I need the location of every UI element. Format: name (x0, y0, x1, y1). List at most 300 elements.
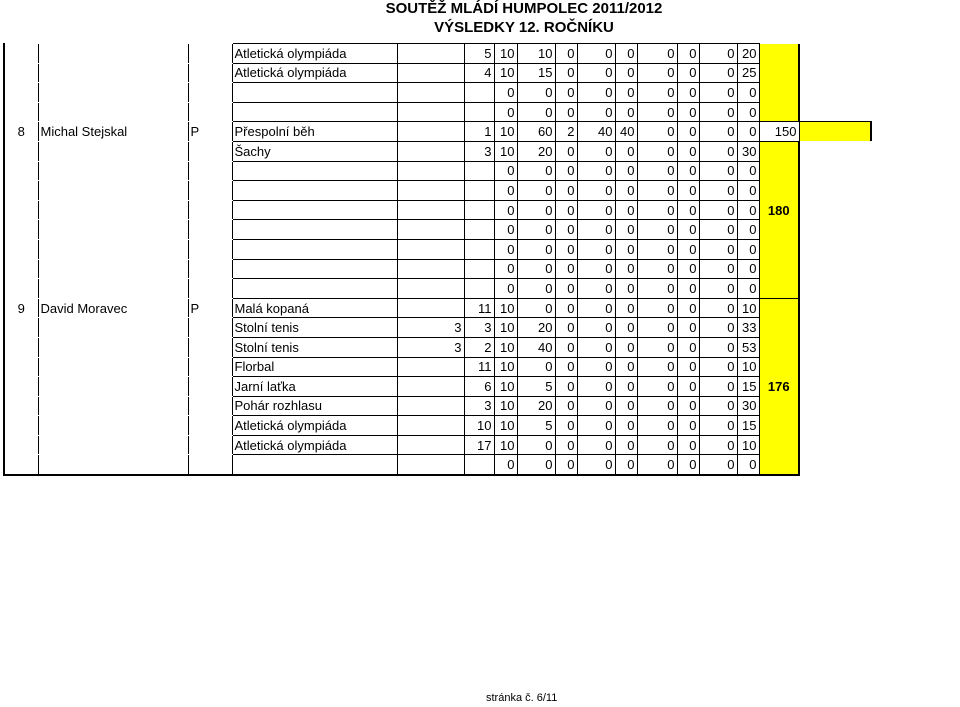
table-row (4, 161, 871, 181)
score-cell: 0 (699, 181, 737, 201)
competitor-category (188, 318, 232, 338)
total-cell (759, 455, 799, 475)
score-cell: 0 (699, 102, 737, 122)
competitor-category (188, 279, 232, 299)
competitor-name (38, 416, 188, 436)
score-cell: 0 (577, 83, 615, 103)
activity-team (397, 377, 464, 397)
total-cell (759, 141, 799, 161)
score-cell: 33 (737, 318, 759, 338)
total-cell (759, 239, 799, 259)
table-row (4, 318, 871, 338)
score-cell: 4 (464, 63, 494, 83)
competitor-number (4, 279, 38, 299)
score-cell: 0 (615, 141, 637, 161)
score-cell: 5 (517, 377, 555, 397)
score-cell: 0 (577, 455, 615, 475)
score-cell: 0 (699, 239, 737, 259)
table-row (4, 122, 871, 142)
score-cell: 0 (555, 83, 577, 103)
competitor-name (38, 318, 188, 338)
score-cell: 0 (577, 102, 615, 122)
score-cell: 0 (737, 83, 759, 103)
score-cell: 0 (577, 279, 615, 299)
score-cell: 0 (577, 161, 615, 181)
score-cell (464, 239, 494, 259)
page-number: stránka č. 6/11 (486, 692, 558, 704)
activity-name (232, 102, 397, 122)
score-cell: 20 (517, 141, 555, 161)
competitor-number (4, 357, 38, 377)
score-cell: 2 (464, 337, 494, 357)
score-cell: 0 (637, 337, 677, 357)
activity-team (397, 44, 464, 64)
score-cell: 0 (555, 396, 577, 416)
competitor-number (4, 455, 38, 475)
score-cell: 0 (615, 181, 637, 201)
activity-name: Pohár rozhlasu (232, 396, 397, 416)
score-cell: 0 (677, 279, 699, 299)
score-cell: 3 (464, 318, 494, 338)
score-cell: 10 (494, 63, 517, 83)
competitor-number (4, 416, 38, 436)
score-cell: 0 (699, 318, 737, 338)
competitor-number (4, 259, 38, 279)
score-cell: 20 (517, 318, 555, 338)
score-cell: 0 (637, 161, 677, 181)
competitor-category (188, 455, 232, 475)
competitor-category (188, 181, 232, 201)
competitor-number (4, 161, 38, 181)
total-cell (759, 102, 799, 122)
table-row (4, 44, 871, 64)
score-cell: 0 (555, 377, 577, 397)
score-cell: 0 (699, 416, 737, 436)
score-cell: 0 (615, 63, 637, 83)
score-cell: 0 (699, 44, 737, 64)
score-cell (464, 83, 494, 103)
score-cell: 0 (699, 396, 737, 416)
activity-team (397, 83, 464, 103)
competitor-number (4, 200, 38, 220)
score-cell: 0 (517, 259, 555, 279)
score-cell: 0 (637, 63, 677, 83)
score-cell: 0 (517, 455, 555, 475)
competitor-number (4, 337, 38, 357)
score-cell: 0 (615, 102, 637, 122)
competitor-category (188, 63, 232, 83)
activity-name (232, 239, 397, 259)
activity-name: Malá kopaná (232, 298, 397, 318)
activity-name: Atletická olympiáda (232, 435, 397, 455)
score-cell: 0 (677, 337, 699, 357)
score-cell: 10 (737, 435, 759, 455)
competitor-number (4, 44, 38, 64)
score-cell: 0 (637, 279, 677, 299)
competitor-name (38, 377, 188, 397)
competitor-category (188, 259, 232, 279)
table-row (4, 298, 871, 318)
score-cell: 0 (737, 455, 759, 475)
activity-name: Přespolní běh (232, 122, 397, 142)
score-cell: 15 (737, 377, 759, 397)
score-cell: 0 (637, 318, 677, 338)
total-cell (759, 337, 799, 357)
score-cell: 0 (615, 44, 637, 64)
score-cell: 40 (517, 337, 555, 357)
table-row (4, 239, 871, 259)
score-cell: 53 (737, 337, 759, 357)
total-cell (759, 318, 799, 338)
competitor-name (38, 279, 188, 299)
report-title: SOUTĚŽ MLÁDÍ HUMPOLEC 2011/2012 (385, 0, 663, 17)
score-cell: 0 (577, 377, 615, 397)
score-cell: 10 (494, 298, 517, 318)
score-cell: 0 (699, 63, 737, 83)
score-cell: 0 (637, 220, 677, 240)
report-subtitle: VÝSLEDKY 12. ROČNÍKU (434, 19, 614, 36)
score-cell: 10 (494, 396, 517, 416)
score-cell: 0 (699, 377, 737, 397)
table-row (4, 396, 871, 416)
score-cell: 0 (637, 181, 677, 201)
activity-team (397, 357, 464, 377)
competitor-number (4, 181, 38, 201)
score-cell: 0 (555, 181, 577, 201)
competitor-category (188, 141, 232, 161)
score-cell: 0 (677, 357, 699, 377)
score-cell: 0 (494, 83, 517, 103)
score-cell: 0 (637, 455, 677, 475)
score-cell: 0 (517, 279, 555, 299)
score-cell: 0 (494, 161, 517, 181)
score-cell: 0 (517, 83, 555, 103)
score-cell: 0 (555, 416, 577, 436)
score-cell: 0 (517, 220, 555, 240)
total-cell (759, 298, 799, 318)
score-cell: 0 (494, 239, 517, 259)
score-cell: 0 (699, 298, 737, 318)
score-cell: 0 (577, 435, 615, 455)
score-cell: 0 (494, 279, 517, 299)
score-cell: 0 (494, 200, 517, 220)
score-cell: 5 (464, 44, 494, 64)
score-cell: 1 (464, 122, 494, 142)
table-row (4, 279, 871, 299)
score-cell: 0 (677, 259, 699, 279)
total-cell (759, 83, 799, 103)
score-cell: 5 (517, 416, 555, 436)
score-cell: 15 (517, 63, 555, 83)
competitor-name (38, 141, 188, 161)
score-cell: 10 (494, 337, 517, 357)
score-cell: 0 (494, 102, 517, 122)
score-cell: 20 (517, 396, 555, 416)
total-cell (759, 44, 799, 64)
score-cell: 0 (555, 63, 577, 83)
score-cell: 10 (494, 357, 517, 377)
competitor-category (188, 337, 232, 357)
score-cell: 60 (517, 122, 555, 142)
score-cell: 150 (759, 122, 799, 142)
score-cell: 0 (637, 396, 677, 416)
competitor-category (188, 416, 232, 436)
competitor-name (38, 455, 188, 475)
competitor-name (38, 357, 188, 377)
score-cell: 0 (615, 83, 637, 103)
score-cell: 0 (637, 141, 677, 161)
activity-team (397, 259, 464, 279)
score-cell: 0 (615, 396, 637, 416)
competitor-number (4, 63, 38, 83)
activity-name (232, 200, 397, 220)
score-cell (464, 220, 494, 240)
competitor-category (188, 200, 232, 220)
activity-name: Florbal (232, 357, 397, 377)
score-cell: 0 (637, 298, 677, 318)
competitor-category (188, 44, 232, 64)
score-cell: 0 (517, 200, 555, 220)
competitor-number (4, 377, 38, 397)
score-cell: 0 (615, 298, 637, 318)
competitor-category (188, 239, 232, 259)
score-cell: 0 (677, 416, 699, 436)
total-moravec: 176 (759, 377, 799, 397)
score-cell: 0 (677, 122, 699, 142)
score-cell: 10 (494, 435, 517, 455)
score-cell: 0 (699, 122, 737, 142)
score-cell: 0 (555, 279, 577, 299)
activity-team (397, 63, 464, 83)
activity-team (397, 396, 464, 416)
score-cell: 10 (494, 122, 517, 142)
score-cell: 0 (517, 435, 555, 455)
total-cell (759, 435, 799, 455)
competitor-category (188, 377, 232, 397)
score-cell: 10 (737, 298, 759, 318)
competitor-name (38, 102, 188, 122)
score-cell: 0 (615, 239, 637, 259)
activity-team (397, 416, 464, 436)
competitor-name (38, 337, 188, 357)
score-cell: 25 (737, 63, 759, 83)
activity-name (232, 455, 397, 475)
score-cell (464, 259, 494, 279)
table-row (4, 455, 871, 475)
score-cell: 0 (615, 337, 637, 357)
score-cell: 0 (494, 455, 517, 475)
activity-team (397, 455, 464, 475)
competitor-name (38, 435, 188, 455)
score-cell: 0 (677, 83, 699, 103)
activity-team (397, 239, 464, 259)
activity-team (397, 435, 464, 455)
activity-name (232, 83, 397, 103)
score-cell: 20 (737, 44, 759, 64)
total-cell (759, 279, 799, 299)
score-cell: 0 (677, 63, 699, 83)
score-cell: 0 (637, 357, 677, 377)
score-cell: 0 (577, 220, 615, 240)
table-row (4, 200, 871, 220)
score-cell: 0 (677, 396, 699, 416)
score-cell: 0 (677, 239, 699, 259)
competitor-number: 8 (4, 122, 38, 142)
score-cell: 0 (577, 44, 615, 64)
table-row (4, 220, 871, 240)
score-cell: 30 (737, 141, 759, 161)
score-cell: 0 (555, 337, 577, 357)
competitor-name: Michal Stejskal (38, 122, 188, 142)
score-cell: 0 (699, 200, 737, 220)
table-row (4, 259, 871, 279)
competitor-name (38, 200, 188, 220)
activity-team: 3 (397, 337, 464, 357)
score-cell: 40 (615, 122, 637, 142)
activity-team (397, 102, 464, 122)
score-cell: 0 (677, 141, 699, 161)
score-cell: 0 (699, 279, 737, 299)
score-cell: 0 (517, 181, 555, 201)
total-stejskal: 180 (759, 200, 799, 220)
table-row (4, 141, 871, 161)
score-cell: 0 (677, 318, 699, 338)
score-cell: 0 (637, 44, 677, 64)
score-cell: 30 (737, 396, 759, 416)
score-cell: 0 (737, 200, 759, 220)
table-row (4, 83, 871, 103)
score-cell (464, 279, 494, 299)
score-cell: 0 (615, 318, 637, 338)
competitor-name (38, 63, 188, 83)
score-cell: 0 (615, 220, 637, 240)
activity-team (397, 200, 464, 220)
total-cell (759, 259, 799, 279)
score-cell: 0 (637, 377, 677, 397)
total-cell (759, 416, 799, 436)
activity-name: Stolní tenis (232, 337, 397, 357)
score-cell: 0 (699, 357, 737, 377)
score-cell: 0 (637, 239, 677, 259)
score-cell: 0 (555, 102, 577, 122)
score-cell: 0 (677, 44, 699, 64)
score-cell (464, 200, 494, 220)
competitor-category (188, 83, 232, 103)
table-row (4, 435, 871, 455)
score-cell: 0 (637, 200, 677, 220)
score-cell: 40 (577, 122, 615, 142)
competitor-name (38, 181, 188, 201)
score-cell: 0 (677, 200, 699, 220)
score-cell: 0 (699, 337, 737, 357)
total-cell (759, 220, 799, 240)
score-cell: 3 (464, 396, 494, 416)
score-cell: 10 (517, 44, 555, 64)
competitor-name (38, 161, 188, 181)
score-cell: 11 (464, 357, 494, 377)
score-cell: 0 (494, 220, 517, 240)
score-cell: 0 (637, 435, 677, 455)
score-cell: 0 (615, 279, 637, 299)
score-cell: 0 (699, 83, 737, 103)
score-cell: 0 (637, 102, 677, 122)
score-cell: 0 (615, 377, 637, 397)
score-cell: 0 (577, 239, 615, 259)
competitor-number (4, 239, 38, 259)
score-cell: 0 (555, 298, 577, 318)
score-cell: 0 (677, 102, 699, 122)
score-cell: 0 (737, 122, 759, 142)
competitor-number: 9 (4, 298, 38, 318)
activity-name: Stolní tenis (232, 318, 397, 338)
score-cell: 0 (517, 357, 555, 377)
activity-name: Atletická olympiáda (232, 44, 397, 64)
activity-team (397, 141, 464, 161)
total-cell (759, 357, 799, 377)
score-cell: 0 (577, 318, 615, 338)
score-cell: 10 (494, 44, 517, 64)
score-cell: 10 (494, 141, 517, 161)
score-cell: 17 (464, 435, 494, 455)
competitor-number (4, 318, 38, 338)
competitor-category (188, 102, 232, 122)
score-cell: 0 (555, 239, 577, 259)
total-cell (799, 122, 871, 142)
score-cell (464, 102, 494, 122)
score-cell: 0 (615, 435, 637, 455)
score-cell: 0 (517, 102, 555, 122)
score-cell: 0 (494, 259, 517, 279)
competitor-category: P (188, 298, 232, 318)
score-cell: 0 (615, 161, 637, 181)
competitor-category (188, 220, 232, 240)
score-cell: 0 (699, 141, 737, 161)
total-cell (759, 161, 799, 181)
score-cell: 0 (637, 122, 677, 142)
score-cell: 0 (737, 239, 759, 259)
table-row (4, 416, 871, 436)
score-cell: 0 (555, 435, 577, 455)
score-cell: 2 (555, 122, 577, 142)
score-cell: 0 (555, 455, 577, 475)
activity-team (397, 181, 464, 201)
score-cell: 0 (737, 220, 759, 240)
score-cell: 6 (464, 377, 494, 397)
score-cell: 0 (555, 357, 577, 377)
score-cell: 0 (737, 102, 759, 122)
table-row (4, 63, 871, 83)
competitor-number (4, 102, 38, 122)
table-row (4, 377, 871, 397)
competitor-number (4, 83, 38, 103)
competitor-category (188, 357, 232, 377)
score-cell: 0 (577, 259, 615, 279)
activity-name (232, 181, 397, 201)
score-cell: 10 (464, 416, 494, 436)
score-cell: 0 (555, 200, 577, 220)
score-cell (464, 161, 494, 181)
total-cell (759, 181, 799, 201)
table-row (4, 102, 871, 122)
competitor-category (188, 435, 232, 455)
total-cell (759, 63, 799, 83)
score-cell: 0 (555, 44, 577, 64)
score-cell: 10 (494, 318, 517, 338)
score-cell: 0 (577, 357, 615, 377)
competitor-name (38, 44, 188, 64)
score-cell: 0 (737, 259, 759, 279)
competitor-name (38, 239, 188, 259)
